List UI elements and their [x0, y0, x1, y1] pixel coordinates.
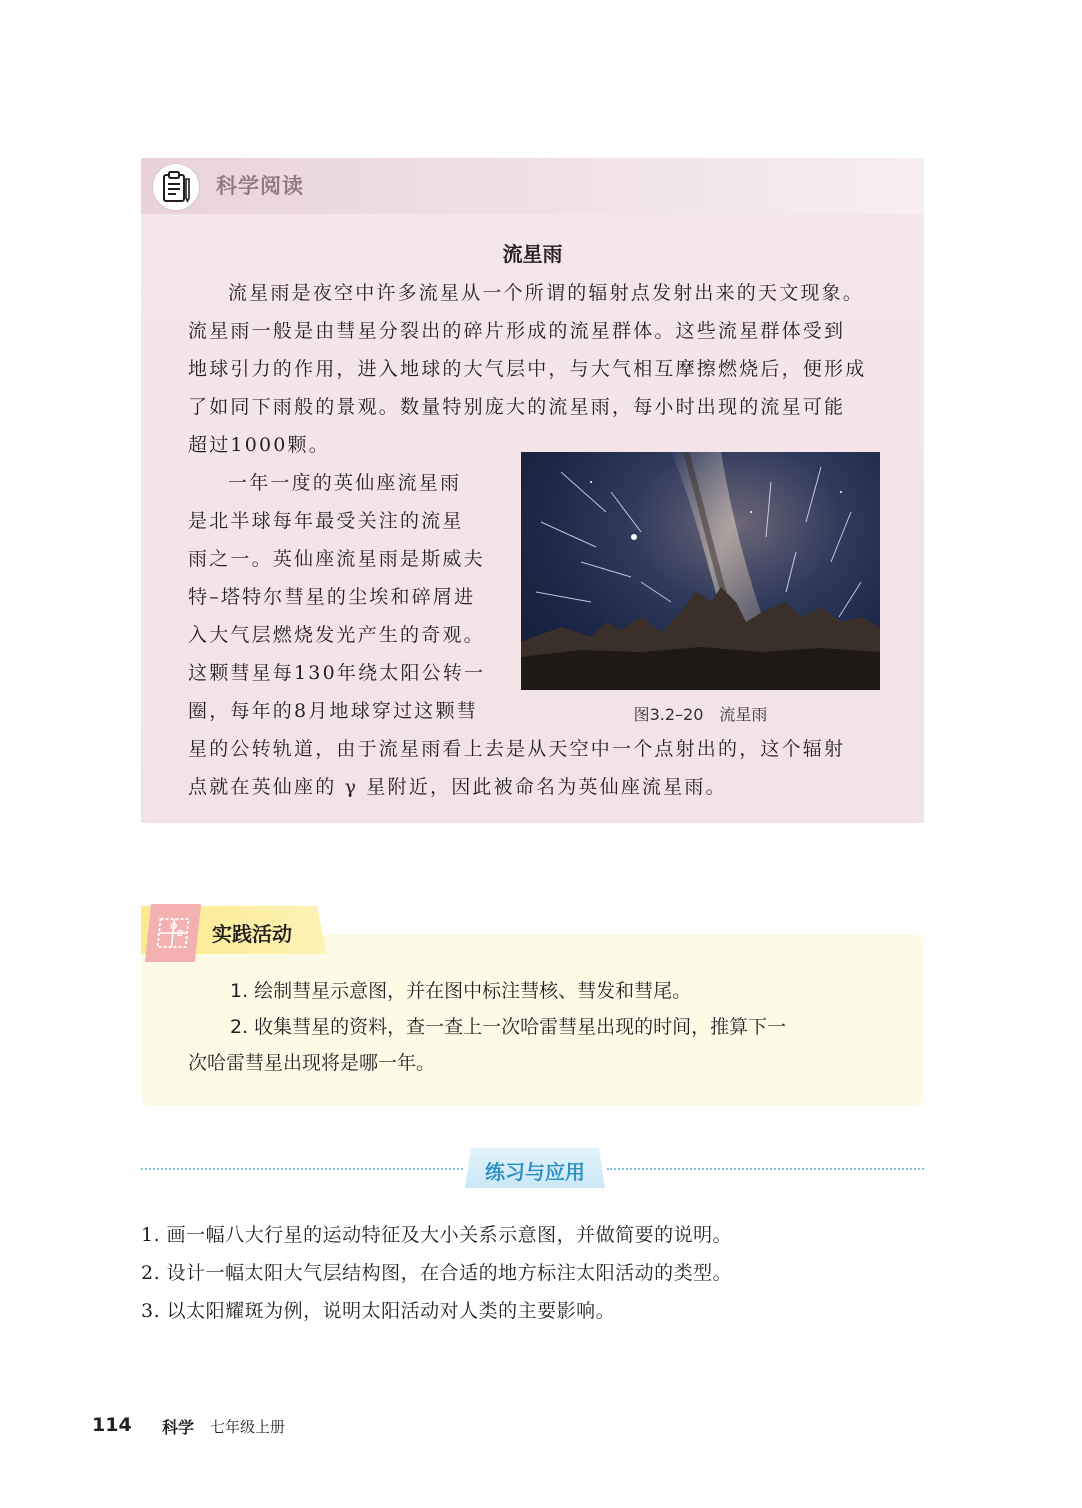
paragraph-line: 是北半球每年最受关注的流星 — [188, 510, 464, 532]
exercise-label: 练习与应用 — [485, 1160, 585, 1184]
paragraph-line: 地球引力的作用，进入地球的大气层中，与大气相互摩擦燃烧后，便形成 — [188, 358, 867, 380]
puzzle-icon — [145, 904, 201, 962]
paragraph-line: 流星雨一般是由彗星分裂出的碎片形成的流星群体。这些流星群体受到 — [188, 320, 846, 342]
practice-item-1: 1. 绘制彗星示意图，并在图中标注彗核、彗发和彗尾。 — [230, 980, 692, 1002]
paragraph-2 — [188, 464, 508, 730]
paragraph-line: 这颗彗星每130年绕太阳公转一 — [188, 662, 486, 684]
paragraph-line: 一年一度的英仙座流星雨 — [228, 472, 462, 494]
clipboard-icon — [152, 163, 200, 211]
paragraph-line: 流星雨是夜空中许多流星从一个所谓的辐射点发射出来的天文现象。 — [228, 282, 865, 304]
paragraph-line: 圈，每年的8月地球穿过这颗彗 — [188, 700, 478, 722]
book-grade: 七年级上册 — [210, 1418, 286, 1436]
paragraph-line: 超过1000颗。 — [188, 434, 330, 456]
article-title: 流星雨 — [502, 242, 563, 266]
meteor-shower-photo — [521, 452, 880, 690]
paragraph-line: 入大气层燃烧发光产生的奇观。 — [188, 624, 485, 646]
exercise-item: 3. 以太阳耀斑为例，说明太阳活动对人类的主要影响。 — [141, 1300, 616, 1322]
paragraph-3 — [188, 730, 888, 806]
paragraph-line: 雨之一。英仙座流星雨是斯威夫 — [188, 548, 485, 570]
exercise-item: 1. 画一幅八大行星的运动特征及大小关系示意图，并做简要的说明。 — [141, 1224, 733, 1246]
practice-activity-label: 实践活动 — [212, 922, 292, 946]
page-number: 114 — [92, 1414, 132, 1436]
paragraph-line: 星的公转轨道，由于流星雨看上去是从天空中一个点射出的，这个辐射 — [188, 738, 846, 760]
dotted-divider-right — [607, 1168, 924, 1170]
figure-caption: 图3.2–20 流星雨 — [633, 705, 768, 724]
practice-line: 次哈雷彗星出现将是哪一年。 — [188, 1052, 436, 1074]
paragraph-line: 点就在英仙座的 γ 星附近，因此被命名为英仙座流星雨。 — [188, 776, 727, 798]
dotted-divider-left — [141, 1168, 463, 1170]
exercise-item: 2. 设计一幅太阳大气层结构图，在合适的地方标注太阳活动的类型。 — [141, 1262, 733, 1284]
paragraph-line: 特–塔特尔彗星的尘埃和碎屑进 — [188, 586, 476, 608]
practice-line: 2. 收集彗星的资料，查一查上一次哈雷彗星出现的时间，推算下一 — [230, 1016, 787, 1038]
science-reading-label: 科学阅读 — [216, 174, 304, 198]
practice-item-2 — [188, 1009, 888, 1081]
paragraph-line: 了如同下雨般的景观。数量特别庞大的流星雨，每小时出现的流星可能 — [188, 396, 846, 418]
book-subject: 科学 — [162, 1418, 195, 1437]
exercise-tag — [465, 1148, 605, 1188]
paragraph-1 — [188, 274, 880, 464]
